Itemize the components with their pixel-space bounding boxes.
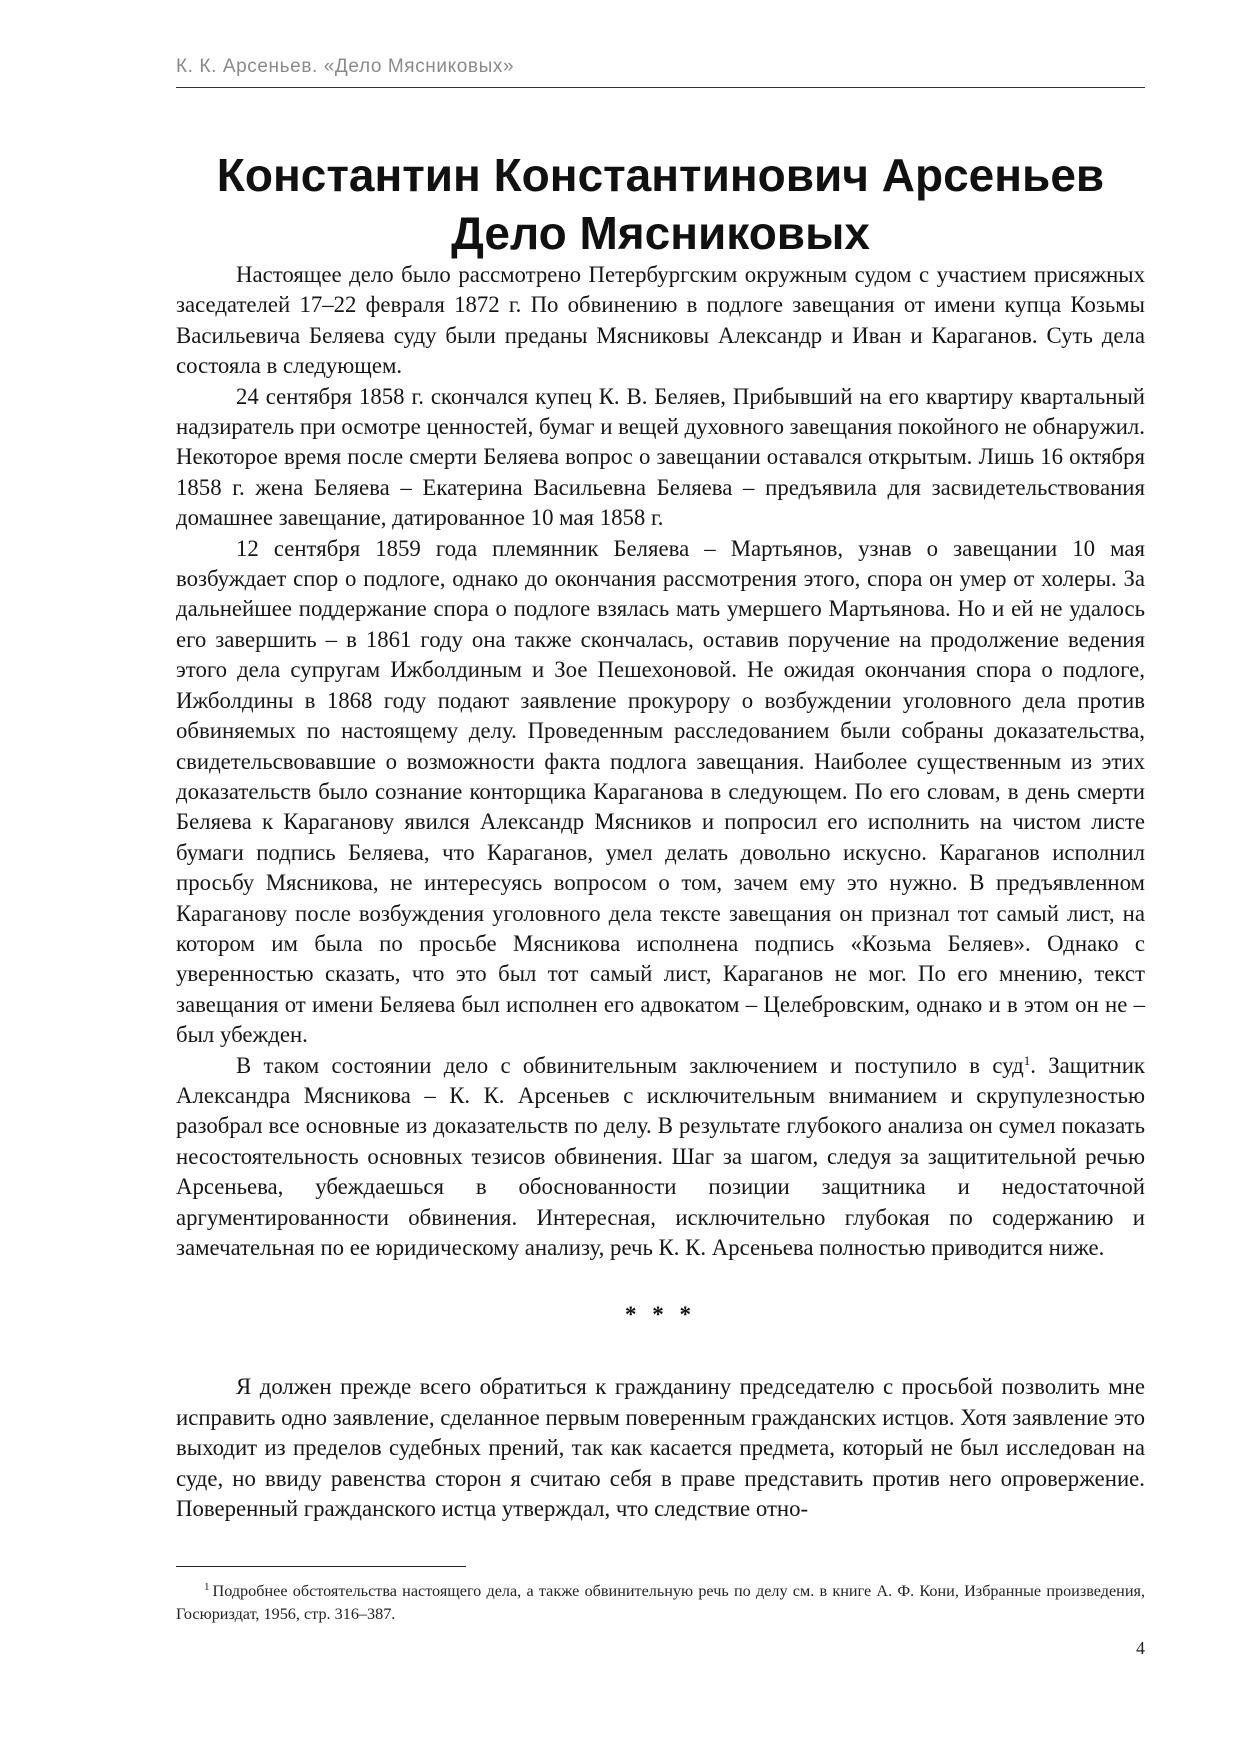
footnote <box>176 1580 1145 1626</box>
section-separator: * * * <box>625 1302 696 1327</box>
page-number: 4 <box>1136 1638 1145 1658</box>
intro-paragraph-4-start: В таком состоянии дело с обвинительным заключением и поступило в суд <box>236 1052 1024 1078</box>
intro-paragraph-4 <box>176 1051 1145 1264</box>
title-work: Дело Мясниковых <box>451 207 870 259</box>
footnote-reference[interactable]: 1 <box>1023 1052 1031 1068</box>
intro-paragraph-3: 12 сентября 1859 года племянник Беляева – Мартьянов, узнав о завещании 10 мая возбуждает спор о подлоге, однако до окончания рассмотрения этого, спора он умер от холеры. За дальнейшее поддержание спора о подлоге взялась мать умершего Мартьянова. Но и ей не удалось его завершить – в 1861 году она также скончалась, оставив поручение на продолжение ведения этого дела супругам Ижболдиным и Зое Пешехоновой. Не ожидая окончания спора о подлоге, Ижболдины в 1868 году подают заявление прокурору о возбуждении уголовного дела против обвиняемых по настоящему делу. Проведенным расследованием были собраны доказательства, свидетельсвовавшие о возможности факта подлога завещания. Наиболее существенным из этих доказательств было сознание конторщика Караганова в следующем. По его словам, в день смерти Беляева к Караганову явился Александр Мясников и попросил его исполнить на чистом листе бумаги подпись Беляева, что Караганов, умел делать довольно искусно. Караганов исполнил просьбу Мясникова, не интересуясь вопросом о том, зачем ему это нужно. В предъявленном Караганову после возбуждения уголовного дела тексте завещания он признал тот самый лист, на котором им была по просьбе Мясникова исполнена подпись «Козьма Беляев». Однако с уверенностью сказать, что это был тот самый лист, Караганов не мог. По его мнению, текст завещания от имени Беляева был исполнен его адвокатом – Целебровским, однако и в этом он не – был убежден. <box>176 535 1145 1048</box>
footnote-rule <box>176 1566 466 1567</box>
title-author: Константин Константинович Арсеньев <box>216 149 1105 201</box>
footnote-text: Подробнее обстоятельства настоящего дела, а также обвинительную речь по делу см. в книге А. Ф. Кони, Избранные произведения, Госюриздат, 1956, стр. 316–387. <box>176 1582 1145 1623</box>
header-rule <box>176 87 1145 88</box>
page-title <box>176 146 1145 262</box>
intro-text <box>176 260 1145 1263</box>
speech-paragraph-1: Я должен прежде всего обратиться к гражданину председателю с просьбой позволить мне исправить одно заявление, сделанное первым поверенным гражданских истцов. Хотя заявление это выходит из пределов судебных прений, так как касается предмета, который не был исследован на суде, но ввиду равенства сторон я считаю себя в праве представить против него опровержение. Поверенный гражданского истца утверждал, что следствие отно- <box>176 1374 1145 1522</box>
footnote-mark: 1 <box>204 1581 210 1593</box>
running-header: К. К. Арсеньев. «Дело Мясниковых» <box>176 56 515 77</box>
speech-text <box>176 1372 1145 1525</box>
intro-paragraph-2: 24 сентября 1858 г. скончался купец К. В. Беляев, Прибывший на его квартиру квартальный надзиратель при осмотре ценностей, бумаг и вещей духовного завещания покойного не обнаружил. Некоторое время после смерти Беляева вопрос о завещании оставался открытым. Лишь 16 октября 1858 г. жена Беляева – Екатерина Васильевна Беляева – предъявила для засвидетельствования домашнее завещание, датированное 10 мая 1858 г. <box>176 383 1145 531</box>
intro-paragraph-1: Настоящее дело было рассмотрено Петербургским окружным судом с участием присяжных заседателей 17–22 февраля 1872 г. По обвинению в подлоге завещания от имени купца Козьмы Васильевича Беляева суду были преданы Мясниковы Александр и Иван и Караганов. Суть дела состояла в следующем. <box>176 262 1145 379</box>
intro-paragraph-4-end: . Защитник Александра Мясникова – К. К. Арсеньев с исключительным вниманием и скрупулезностью разобрал все основные из доказательств по делу. В результате глубокого анализа он сумел показать несостоятельность основных тезисов обвинения. Шаг за шагом, следуя за защитительной речью Арсеньева, убеждаешься в обоснованности позиции защитника и недостаточной аргументированности обвинения. Интересная, исключительно глубокая по содержанию и замечательная по ее юридическому анализу, речь К. К. Арсеньева полностью приводится ниже. <box>176 1052 1145 1260</box>
